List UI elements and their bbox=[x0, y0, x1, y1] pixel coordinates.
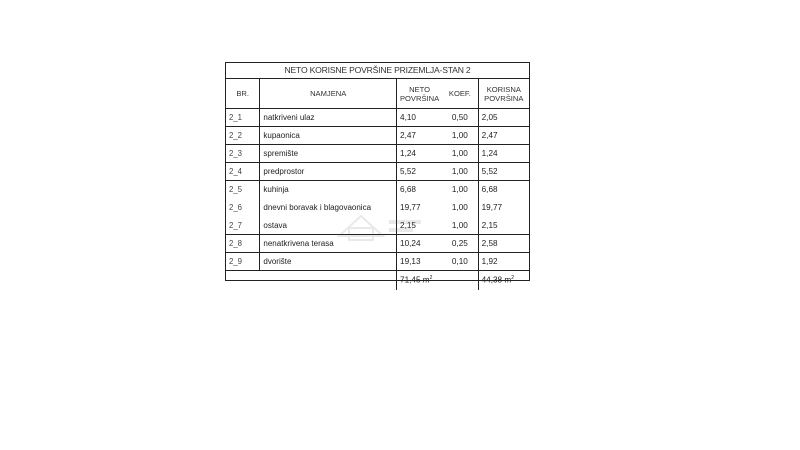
cell-namjena: ostava bbox=[260, 217, 397, 235]
cell-neto: 19,77 bbox=[397, 199, 443, 217]
cell-neto: 4,10 bbox=[397, 109, 443, 127]
total-korisna-unit-sup: 2 bbox=[511, 275, 514, 282]
cell-br: 2_7 bbox=[229, 220, 243, 230]
cell-korisna: 5,52 bbox=[478, 163, 529, 181]
cell-br: 2_2 bbox=[229, 131, 243, 140]
header-neto-povrsina bbox=[397, 79, 443, 109]
header-korisna-line2: POVRŠINA bbox=[484, 93, 524, 103]
cell-koef: 1,00 bbox=[451, 220, 468, 230]
area-table bbox=[226, 78, 529, 290]
cell-korisna: 2,47 bbox=[478, 127, 529, 145]
cell-korisna: 6,68 bbox=[478, 181, 529, 199]
table-row bbox=[226, 181, 529, 199]
cell-br: 2_9 bbox=[229, 257, 243, 266]
cell-br: 2_5 bbox=[229, 185, 243, 195]
cell-neto: 1,24 bbox=[397, 145, 443, 163]
cell-br: 2_4 bbox=[229, 167, 243, 176]
cell-neto: 19,13 bbox=[397, 253, 443, 271]
total-korisna bbox=[478, 271, 529, 290]
total-neto-value: 71,45 m bbox=[400, 276, 430, 286]
cell-korisna: 19,77 bbox=[478, 199, 529, 217]
cell-neto: 2,47 bbox=[397, 127, 443, 145]
header-neto-line1: NETO bbox=[409, 84, 431, 94]
cell-neto: 6,68 bbox=[397, 181, 443, 199]
totals-empty-koef bbox=[442, 271, 478, 290]
cell-koef: 0,25 bbox=[451, 239, 468, 248]
cell-namjena: spremište bbox=[260, 145, 397, 163]
totals-empty-namjena bbox=[260, 271, 397, 290]
table-header-row bbox=[226, 79, 529, 109]
cell-br: 2_6 bbox=[229, 203, 243, 212]
cell-namjena: predprostor bbox=[260, 163, 397, 181]
cell-br: 2_8 bbox=[229, 239, 243, 248]
cell-namjena: nenatkrivena terasa bbox=[260, 235, 397, 253]
cell-namjena: dvorište bbox=[260, 253, 397, 271]
cell-korisna: 2,58 bbox=[478, 235, 529, 253]
cell-koef: 0,50 bbox=[451, 113, 468, 122]
cell-korisna: 2,15 bbox=[478, 217, 529, 235]
table-row bbox=[226, 235, 529, 253]
total-neto-unit-sup: 2 bbox=[429, 275, 433, 282]
header-neto-line2: POVRŠINA bbox=[399, 93, 440, 103]
table-row bbox=[226, 109, 529, 127]
header-korisna-line1: KORISNA bbox=[486, 84, 521, 94]
cell-neto: 5,52 bbox=[397, 163, 443, 181]
table-title: NETO KORISNE POVRŠINE PRIZEMLJA-STAN 2 bbox=[284, 65, 471, 75]
cell-namjena: natkriveni ulaz bbox=[260, 109, 397, 127]
total-neto bbox=[397, 271, 443, 290]
cell-koef: 1,00 bbox=[451, 149, 468, 158]
cell-korisna: 2,05 bbox=[478, 109, 529, 127]
header-br: BR. bbox=[236, 89, 250, 98]
header-koef: KOEF. bbox=[448, 89, 471, 98]
cell-koef: 1,00 bbox=[451, 185, 468, 195]
cell-namjena: kuhinja bbox=[260, 181, 397, 199]
table-row bbox=[226, 199, 529, 217]
table-row bbox=[226, 217, 529, 235]
cell-korisna: 1,92 bbox=[478, 253, 529, 271]
cell-korisna: 1,24 bbox=[478, 145, 529, 163]
cell-br: 2_1 bbox=[229, 113, 243, 122]
cell-namjena: kupaonica bbox=[260, 127, 397, 145]
cell-neto: 2,15 bbox=[397, 217, 443, 235]
cell-neto: 10,24 bbox=[397, 235, 443, 253]
floor-area-table-sheet bbox=[225, 62, 530, 286]
totals-empty-br bbox=[226, 271, 260, 290]
cell-koef: 0,10 bbox=[451, 257, 468, 266]
table-row bbox=[226, 163, 529, 181]
cell-koef: 1,00 bbox=[451, 203, 468, 212]
table-row bbox=[226, 127, 529, 145]
cell-namjena: dnevni boravak i blagovaonica bbox=[260, 199, 397, 217]
cell-koef: 1,00 bbox=[451, 167, 468, 176]
header-namjena: NAMJENA bbox=[260, 79, 397, 109]
table-row bbox=[226, 145, 529, 163]
header-korisna-povrsina bbox=[478, 79, 529, 109]
totals-row bbox=[226, 271, 529, 290]
cell-br: 2_3 bbox=[229, 149, 243, 158]
cell-koef: 1,00 bbox=[451, 131, 468, 140]
table-row bbox=[226, 253, 529, 271]
total-korisna-value: 44,38 m bbox=[481, 276, 512, 286]
